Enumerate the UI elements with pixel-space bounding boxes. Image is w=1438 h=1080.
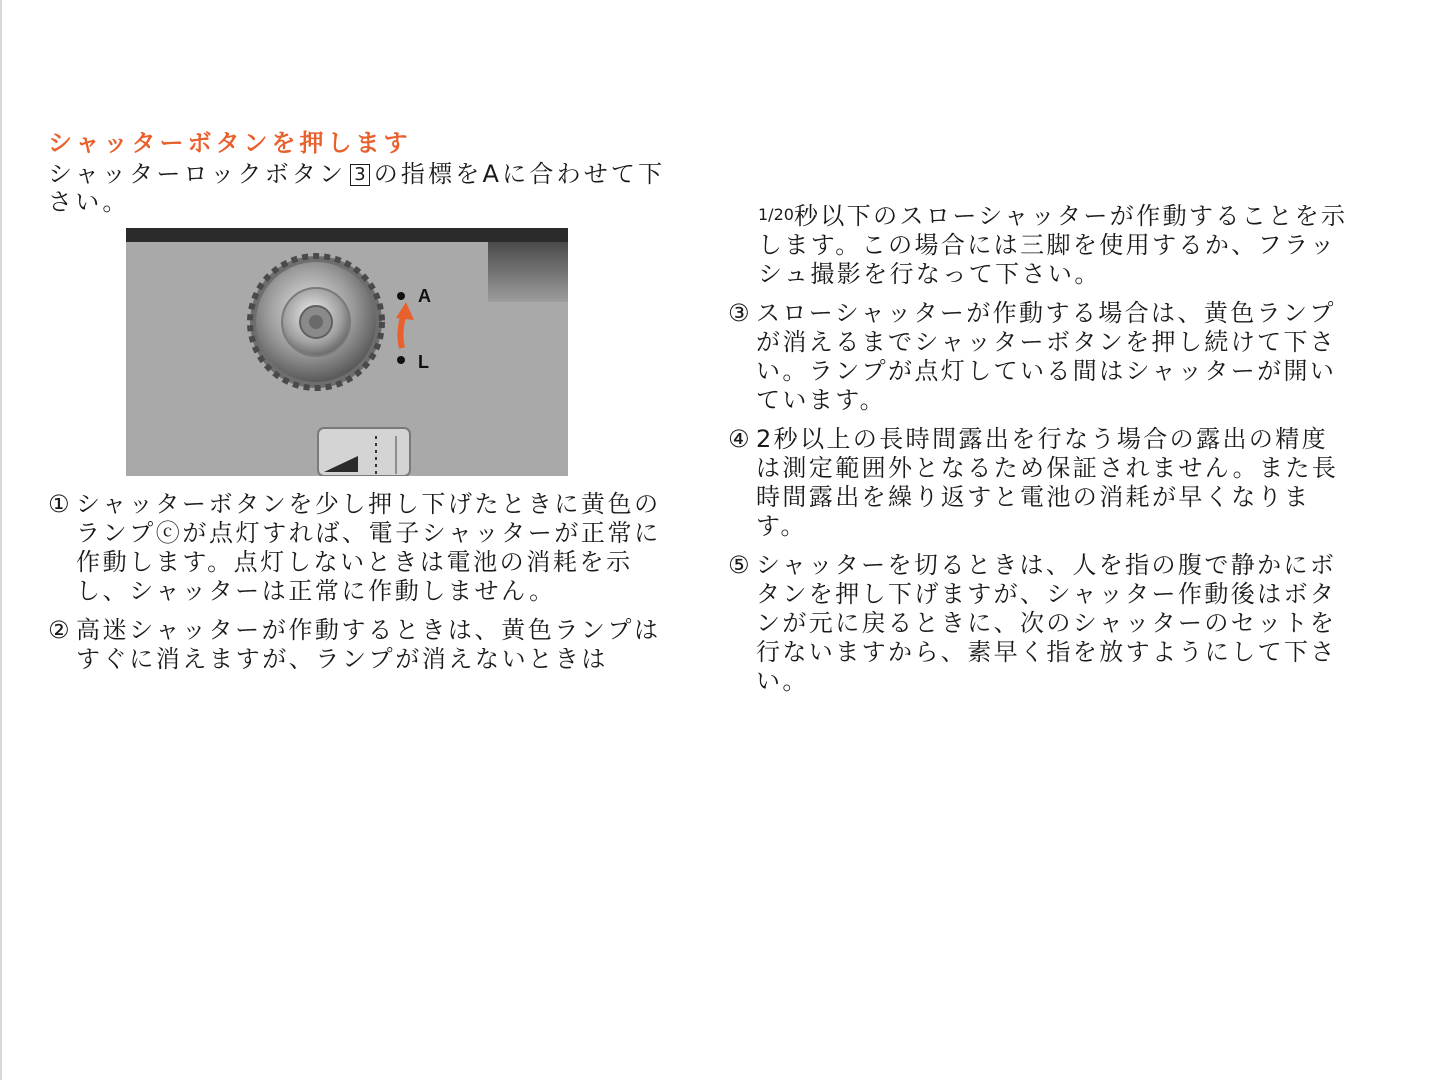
left-column (48, 128, 673, 684)
intro-text-before: シャッターロックボタン (48, 160, 347, 188)
item-number: ⑤ (728, 551, 750, 579)
item-text: スローシャッターが作動する場合は、黄色ランプが消えるまでシャッターボタンを押し続けて下さい。ランプが点灯している間はシャッターが開いています。 (756, 299, 1337, 414)
lower-switch (318, 428, 410, 476)
item-number: ② (48, 616, 70, 644)
item-number: ④ (728, 425, 750, 453)
item-number: ① (48, 490, 70, 518)
item-number: ③ (728, 299, 750, 327)
shutter-lock-photo (126, 228, 568, 476)
boxed-number: 3 (350, 164, 369, 186)
page-edge (0, 0, 2, 1080)
item-text: シャッターボタンを少し押し下げたときに黄色のランプⓒが点灯すれば、電子シャッターが正常に作動します。点灯しないときは電池の消耗を示し、シャッターは正常に作動しません。 (76, 490, 661, 605)
list-item (48, 616, 673, 674)
continuation-text: 秒以下のスローシャッターが作動することを示します。この場合には三脚を使用するか、フラッシュ撮影を行なって下さい。 (758, 202, 1348, 288)
list-item (728, 425, 1348, 541)
left-list (48, 490, 673, 674)
fraction: 1/20 (758, 205, 794, 224)
list-item (728, 551, 1348, 696)
intro-paragraph (48, 160, 673, 216)
shutter-dial-illustration (126, 242, 568, 476)
continuation-paragraph (758, 200, 1348, 289)
index-dot-a (397, 292, 405, 300)
item-text: シャッターを切るときは、人を指の腹で静かにボタンを押し下げますが、シャッター作動後はボタンが元に戻るときに、次のシャッターのセットを行ないますから、素早く指を放すようにして下さい。 (756, 551, 1337, 695)
arrow-head-icon (396, 302, 414, 320)
index-dot-l (397, 356, 405, 364)
item-text: 高迷シャッターが作動するときは、黄色ランプはすぐに消えますが、ランプが消えないときは (76, 616, 661, 673)
section-heading: シャッターボタンを押します (48, 129, 412, 157)
label-a: A (418, 286, 431, 306)
list-item (728, 299, 1348, 415)
list-item (48, 490, 673, 606)
orange-arrow-icon (400, 314, 404, 348)
knurled-dial (250, 256, 382, 388)
label-l: L (418, 352, 429, 372)
item-text: 2秒以上の長時間露出を行なう場合の露出の精度は測定範囲外となるため保証されません。また長時間露出を繰り返すと電池の消耗が早くなります。 (756, 425, 1339, 540)
right-column (728, 200, 1348, 706)
intro-text-after: の指標をAに合わせて下さい。 (48, 160, 666, 216)
